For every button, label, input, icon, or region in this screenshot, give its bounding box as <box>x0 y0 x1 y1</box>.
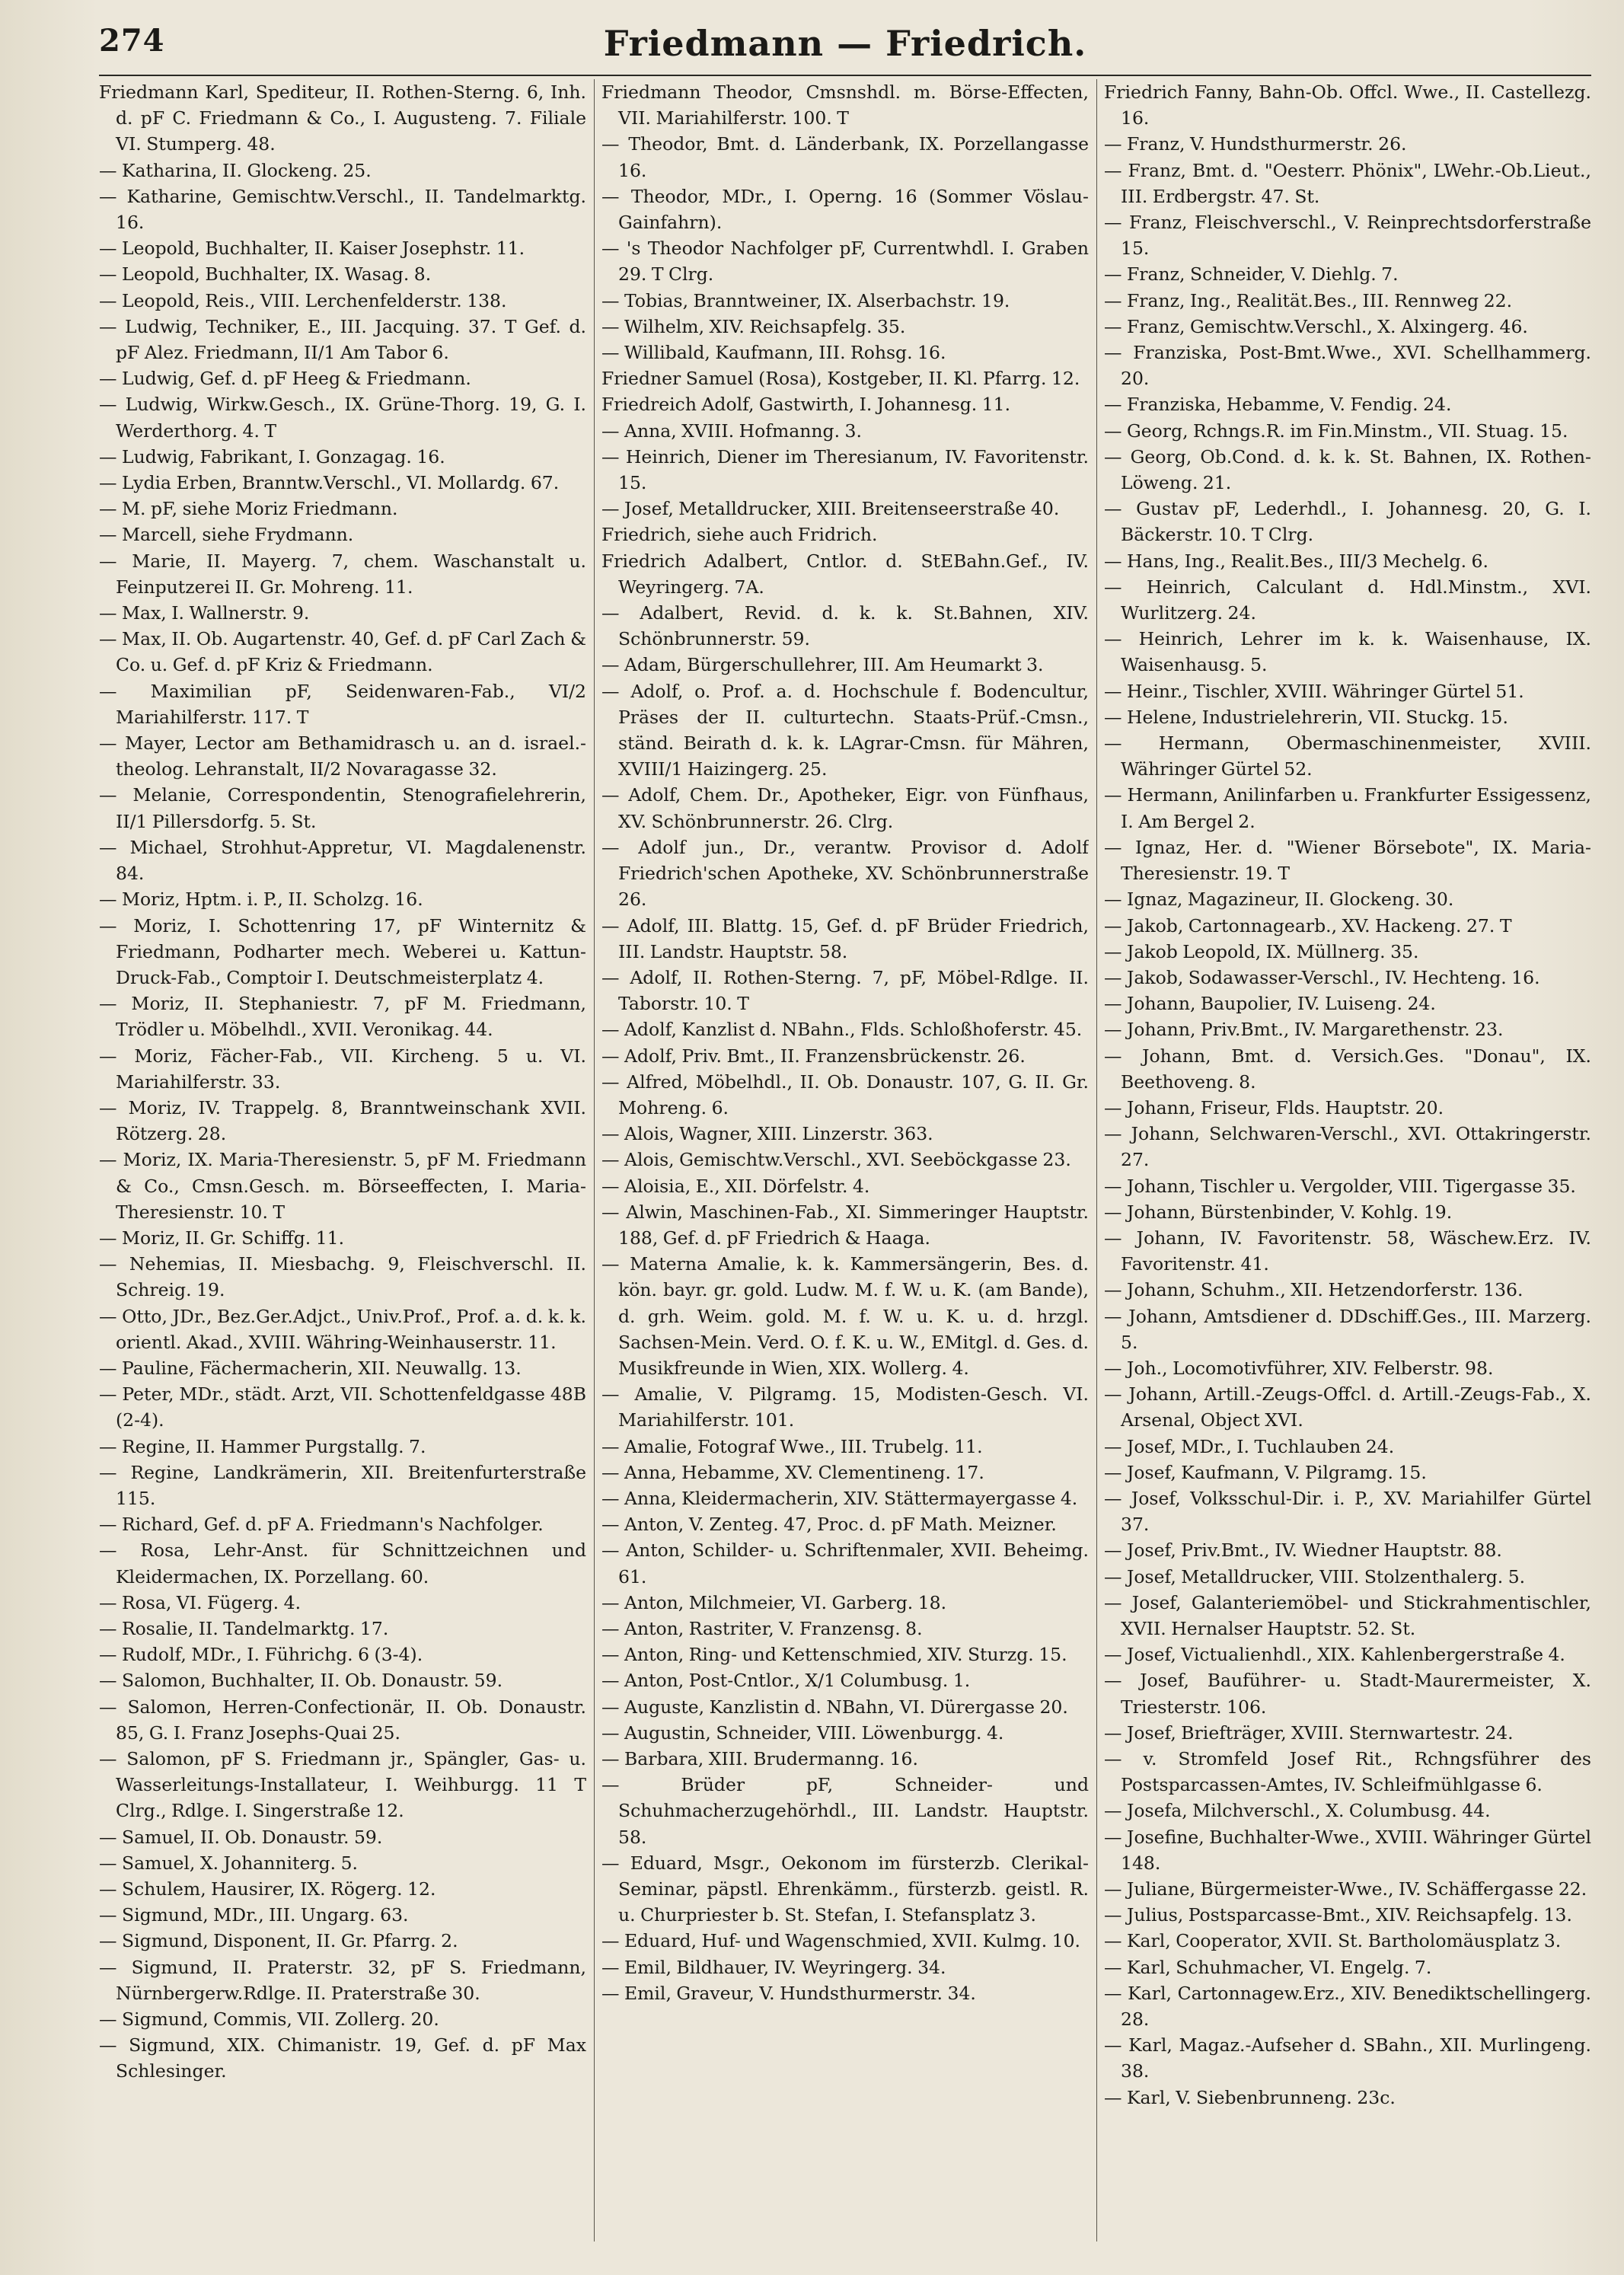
directory-entry: — Katharina, II. Glockeng. 25. <box>99 159 372 181</box>
directory-entry: — Johann, Amtsdiener d. DDschiff.Ges., III. Marzerg. 5. <box>1104 1305 1591 1353</box>
directory-entry: — Franz, Fleischverschl., V. Reinprechtsdorferstraße 15. <box>1104 212 1591 260</box>
directory-entry: — Marcell, siehe Frydmann. <box>99 524 354 546</box>
directory-entry: — Karl, Cooperator, XVII. St. Bartholomäusplatz 3. <box>1104 1930 1562 1952</box>
directory-entry: — Anna, XVIII. Hofmanng. 3. <box>601 420 862 442</box>
directory-entry: — Ignaz, Her. d. "Wiener Börsebote", IX. Maria-Theresienstr. 19. T <box>1104 836 1591 885</box>
directory-entry: — Georg, Ob.Cond. d. k. k. St. Bahnen, IX. Rothen-Löweng. 21. <box>1104 445 1591 494</box>
directory-entry: — Regine, Landkrämerin, XII. Breitenfurterstraße 115. <box>99 1461 586 1509</box>
directory-entry: — Sigmund, XIX. Chimanistr. 19, Gef. d. pF Max Schlesinger. <box>99 2034 586 2082</box>
directory-entry: — Amalie, V. Pilgramg. 15, Modisten-Gesch. VI. Mariahilferstr. 101. <box>601 1383 1089 1431</box>
directory-entry: — Moriz, Hptm. i. P., II. Scholzg. 16. <box>99 889 423 911</box>
directory-entry: — Josef, Kaufmann, V. Pilgramg. 15. <box>1104 1461 1427 1483</box>
directory-entry: Friedrich, siehe auch Fridrich. <box>601 524 878 546</box>
directory-entry: — Josefine, Buchhalter-Wwe., XVIII. Währinger Gürtel 148. <box>1104 1826 1591 1874</box>
directory-entry: — Adolf, Kanzlist d. NBahn., Flds. Schloßhoferstr. 45. <box>601 1019 1083 1041</box>
directory-entry: — Willibald, Kaufmann, III. Rohsg. 16. <box>601 342 946 364</box>
directory-entry: Friedner Samuel (Rosa), Kostgeber, II. Kl. Pfarrg. 12. <box>601 368 1080 390</box>
directory-entry: — Josef, Briefträger, XVIII. Sternwartestr. 24. <box>1104 1721 1514 1744</box>
directory-entry: — Moriz, IV. Trappelg. 8, Branntweinschank XVII. Rötzerg. 28. <box>99 1096 586 1145</box>
directory-entry: — Sigmund, Commis, VII. Zollerg. 20. <box>99 2009 439 2031</box>
directory-entry: — Emil, Bildhauer, IV. Weyringerg. 34. <box>601 1956 946 1978</box>
directory-entry: — Joh., Locomotivführer, XIV. Felberstr. 98. <box>1104 1357 1494 1379</box>
directory-entry: — Johann, Bürstenbinder, V. Kohlg. 19. <box>1104 1201 1453 1223</box>
directory-entry: — Adalbert, Revid. d. k. k. St.Bahnen, XIV. Schönbrunnerstr. 59. <box>601 602 1089 650</box>
directory-entry: — Franz, Bmt. d. "Oesterr. Phönix", LWehr.-Ob.Lieut., III. Erdbergstr. 47. St. <box>1104 159 1591 207</box>
directory-entry: — Anton, Rastriter, V. Franzensg. 8. <box>601 1617 923 1639</box>
directory-entry: — Salomon, Herren-Confectionär, II. Ob. Donaustr. 85, G. I. Franz Josephs-Quai 25. <box>99 1696 586 1744</box>
directory-entry: — Regine, II. Hammer Purgstallg. 7. <box>99 1435 426 1457</box>
directory-entry: — Johann, Artill.-Zeugs-Offcl. d. Artill.-Zeugs-Fab., X. Arsenal, Object XVI. <box>1104 1383 1591 1431</box>
directory-entry: — Moriz, II. Gr. Schiffg. 11. <box>99 1227 345 1249</box>
directory-entry: — Lydia Erben, Branntw.Verschl., VI. Mollardg. 67. <box>99 472 560 494</box>
directory-entry: — Theodor, MDr., I. Operng. 16 (Sommer Vöslau-Gainfahrn). <box>601 185 1089 234</box>
directory-entry: — Hermann, Obermaschinenmeister, XVIII. Währinger Gürtel 52. <box>1104 732 1591 780</box>
directory-entry: — Eduard, Huf- und Wagenschmied, XVII. Kulmg. 10. <box>601 1930 1081 1952</box>
directory-entry: — Adolf, III. Blattg. 15, Gef. d. pF Brüder Friedrich, III. Landstr. Hauptstr. 58. <box>601 914 1089 962</box>
directory-entry: — Anna, Hebamme, XV. Clementineng. 17. <box>601 1461 984 1483</box>
directory-entry: — Salomon, pF S. Friedmann jr., Spängler, Gas- u. Wasserleitungs-Installateur, I. Weihburgg. 11 T Clrg., Rdlge. I. Singerstraße 12. <box>99 1748 586 1822</box>
directory-entry: — Samuel, X. Johanniterg. 5. <box>99 1852 359 1874</box>
directory-entry: — Johann, Friseur, Flds. Hauptstr. 20. <box>1104 1096 1444 1118</box>
directory-entry: — Josef, Metalldrucker, VIII. Stolzenthalerg. 5. <box>1104 1565 1526 1587</box>
header-rule <box>99 75 1591 76</box>
directory-entry: — Alois, Gemischtw.Verschl., XVI. Seeböckgasse 23. <box>601 1149 1071 1171</box>
directory-entry: — Salomon, Buchhalter, II. Ob. Donaustr. 59. <box>99 1670 503 1692</box>
directory-entry: — Melanie, Correspondentin, Stenografielehrerin, II/1 Pillersdorfg. 5. St. <box>99 784 586 832</box>
directory-entry: — Johann, Baupolier, IV. Luiseng. 24. <box>1104 993 1436 1015</box>
page-header <box>99 23 1591 65</box>
directory-entry: — Anton, Milchmeier, VI. Garberg. 18. <box>601 1591 947 1613</box>
directory-entry: — Otto, JDr., Bez.Ger.Adjct., Univ.Prof., Prof. a. d. k. k. orientl. Akad., XVIII. Währing-Weinhauserstr. 11. <box>99 1305 586 1353</box>
directory-entry: — Anton, V. Zenteg. 47, Proc. d. pF Math. Meizner. <box>601 1514 1057 1536</box>
directory-entry: — Rudolf, MDr., I. Führichg. 6 (3-4). <box>99 1644 423 1666</box>
directory-entry: — Franz, Ing., Realität.Bes., III. Rennweg 22. <box>1104 289 1513 311</box>
directory-entry: — Maximilian pF, Seidenwaren-Fab., VI/2 Mariahilferstr. 117. T <box>99 680 586 728</box>
directory-entry: — Franz, Schneider, V. Diehlg. 7. <box>1104 263 1399 286</box>
directory-entry: — Josef, MDr., I. Tuchlauben 24. <box>1104 1435 1395 1457</box>
page-number: 274 <box>99 23 165 59</box>
column-2 <box>601 79 1089 2241</box>
directory-entry: — Tobias, Branntweiner, IX. Alserbachstr. 19. <box>601 289 1010 311</box>
directory-entry: — Franziska, Post-Bmt.Wwe., XVI. Schellhammerg. 20. <box>1104 342 1591 390</box>
directory-entry: — Nehemias, II. Miesbachg. 9, Fleischverschl. II. Schreig. 19. <box>99 1253 586 1301</box>
directory-entry: — Ignaz, Magazineur, II. Glockeng. 30. <box>1104 889 1454 911</box>
directory-entry: — Auguste, Kanzlistin d. NBahn, VI. Dürergasse 20. <box>601 1696 1068 1718</box>
directory-entry: — Franz, Gemischtw.Verschl., X. Alxingerg. 46. <box>1104 315 1528 337</box>
directory-entry: — Rosa, VI. Fügerg. 4. <box>99 1591 302 1613</box>
directory-entry: — Ludwig, Fabrikant, I. Gonzagag. 16. <box>99 445 445 467</box>
directory-entry: — Samuel, II. Ob. Donaustr. 59. <box>99 1826 383 1848</box>
directory-entry: — Jakob Leopold, IX. Müllnerg. 35. <box>1104 940 1419 962</box>
directory-entry: — Franz, V. Hundsthurmerstr. 26. <box>1104 133 1407 155</box>
directory-entry: — Adolf jun., Dr., verantw. Provisor d. Adolf Friedrich'schen Apotheke, XV. Schönbrunnerstraße 26. <box>601 836 1089 911</box>
directory-entry: — Leopold, Buchhalter, IX. Wasag. 8. <box>99 263 432 286</box>
directory-entry: — Karl, Schuhmacher, VI. Engelg. 7. <box>1104 1956 1432 1978</box>
directory-entry: — Adolf, II. Rothen-Sterng. 7, pF, Möbel-Rdlge. II. Taborstr. 10. T <box>601 966 1089 1015</box>
directory-entry: — Franziska, Hebamme, V. Fendig. 24. <box>1104 394 1452 416</box>
directory-entry: — Leopold, Buchhalter, II. Kaiser Josephstr. 11. <box>99 238 525 260</box>
directory-entry: — Julius, Postsparcasse-Bmt., XIV. Reichsapfelg. 13. <box>1104 1904 1572 1926</box>
directory-entry: — Anton, Post-Cntlor., X/1 Columbusg. 1. <box>601 1670 971 1692</box>
directory-entry: Friedmann Theodor, Cmsnshdl. m. Börse-Effecten, VII. Mariahilferstr. 100. T <box>601 81 1089 129</box>
directory-entry: — Sigmund, MDr., III. Ungarg. 63. <box>99 1904 409 1926</box>
directory-entry: — Johann, Bmt. d. Versich.Ges. "Donau", IX. Beethoveng. 8. <box>1104 1045 1591 1093</box>
directory-entry: — Alwin, Maschinen-Fab., XI. Simmeringer Hauptstr. 188, Gef. d. pF Friedrich & Haaga. <box>601 1201 1089 1249</box>
directory-entry: — Josef, Galanteriemöbel- und Stickrahmentischler, XVII. Hernalser Hauptstr. 52. St. <box>1104 1591 1591 1639</box>
directory-entry: — Johann, Priv.Bmt., IV. Margarethenstr. 23. <box>1104 1019 1504 1041</box>
directory-entry: — Rosa, Lehr-Anst. für Schnittzeichnen und Kleidermachen, IX. Porzellang. 60. <box>99 1540 586 1587</box>
directory-entry: — Ludwig, Gef. d. pF Heeg & Friedmann. <box>99 368 471 390</box>
directory-entry: — Schulem, Hausirer, IX. Rögerg. 12. <box>99 1878 436 1900</box>
directory-entry: Friedmann Karl, Spediteur, II. Rothen-Sterng. 6, Inh. d. pF C. Friedmann & Co., I. Augusteng. 7. Filiale VI. Stumperg. 48. <box>99 81 586 155</box>
directory-entry: — Aloisia, E., XII. Dörfelstr. 4. <box>601 1175 870 1197</box>
directory-entry: — Karl, V. Siebenbrunneng. 23c. <box>1104 2086 1396 2108</box>
directory-entry: — Amalie, Fotograf Wwe., III. Trubelg. 11. <box>601 1435 983 1457</box>
directory-entry: — Moriz, IX. Maria-Theresienstr. 5, pF M. Friedmann & Co., Cmsn.Gesch. m. Börseeffecten, I. Maria-Theresienstr. 10. T <box>99 1149 586 1223</box>
directory-entry: — Adolf, Priv. Bmt., II. Franzensbrückenstr. 26. <box>601 1045 1026 1067</box>
directory-entry: — Alfred, Möbelhdl., II. Ob. Donaustr. 107, G. II. Gr. Mohreng. 6. <box>601 1070 1089 1118</box>
directory-entry: — Josef, Victualienhdl., XIX. Kahlenbergerstraße 4. <box>1104 1644 1565 1666</box>
directory-entry: — Katharine, Gemischtw.Verschl., II. Tandelmarktg. 16. <box>99 185 586 234</box>
directory-entry: — Heinrich, Diener im Theresianum, IV. Favoritenstr. 15. <box>601 445 1089 494</box>
directory-entry: — Karl, Cartonnagew.Erz., XIV. Benediktschellingerg. 28. <box>1104 1982 1591 2031</box>
directory-entry: Friedrich Fanny, Bahn-Ob. Offcl. Wwe., II. Castellezg. 16. <box>1104 81 1591 129</box>
directory-entry: — Heinr., Tischler, XVIII. Währinger Gürtel 51. <box>1104 680 1524 702</box>
directory-entry: — Johann, Tischler u. Vergolder, VIII. Tigergasse 35. <box>1104 1175 1576 1197</box>
directory-entry: — Karl, Magaz.-Aufseher d. SBahn., XII. Murlingeng. 38. <box>1104 2034 1591 2082</box>
directory-entry: — Josef, Volksschul-Dir. i. P., XV. Mariahilfer Gürtel 37. <box>1104 1487 1591 1536</box>
directory-entry: — Moriz, I. Schottenring 17, pF Winternitz & Friedmann, Podharter mech. Weberei u. Kattun-Druck-Fab., Comptoir I. Deutschmeisterplatz 4. <box>99 914 586 988</box>
directory-entry: — 's Theodor Nachfolger pF, Currentwhdl. I. Graben 29. T Clrg. <box>601 238 1089 286</box>
directory-entry: — M. pF, siehe Moriz Friedmann. <box>99 498 398 520</box>
directory-entry: — Jakob, Sodawasser-Verschl., IV. Hechteng. 16. <box>1104 966 1540 988</box>
directory-entry: — v. Stromfeld Josef Rit., Rchngsführer des Postsparcassen-Amtes, IV. Schleifmühlgasse 6. <box>1104 1748 1591 1796</box>
directory-entry: — Hans, Ing., Realit.Bes., III/3 Mechelg. 6. <box>1104 550 1488 572</box>
directory-columns <box>99 79 1591 2241</box>
directory-entry: — Juliane, Bürgermeister-Wwe., IV. Schäffergasse 22. <box>1104 1878 1587 1900</box>
directory-entry: — Josef, Bauführer- u. Stadt-Maurermeister, X. Triesterstr. 106. <box>1104 1670 1591 1718</box>
directory-entry: — Sigmund, Disponent, II. Gr. Pfarrg. 2. <box>99 1930 458 1952</box>
directory-entry: — Moriz, Fächer-Fab., VII. Kircheng. 5 u. VI. Mariahilferstr. 33. <box>99 1045 586 1093</box>
directory-entry: — Pauline, Fächermacherin, XII. Neuwallg. 13. <box>99 1357 522 1379</box>
directory-entry: — Heinrich, Lehrer im k. k. Waisenhause, IX. Waisenhausg. 5. <box>1104 628 1591 676</box>
directory-entry: — Josef, Priv.Bmt., IV. Wiedner Hauptstr. 88. <box>1104 1540 1502 1562</box>
directory-entry: — Max, II. Ob. Augartenstr. 40, Gef. d. pF Carl Zach & Co. u. Gef. d. pF Kriz & Friedmann. <box>99 628 586 676</box>
column-1 <box>99 79 586 2241</box>
directory-entry: — Josefa, Milchverschl., X. Columbusg. 44. <box>1104 1800 1491 1822</box>
directory-entry: — Josef, Metalldrucker, XIII. Breitenseerstraße 40. <box>601 498 1060 520</box>
directory-entry: — Brüder pF, Schneider- und Schuhmacherzugehörhdl., III. Landstr. Hauptstr. 58. <box>601 1774 1089 1848</box>
directory-entry: — Eduard, Msgr., Oekonom im fürsterzb. Clerikal-Seminar, päpstl. Ehrenkämm., fürsterzb. geistl. R. u. Churpriester b. St. Stefan, I. Stefansplatz 3. <box>601 1852 1089 1926</box>
directory-entry: — Sigmund, II. Praterstr. 32, pF S. Friedmann, Nürnbergerw.Rdlge. II. Praterstraße 30. <box>99 1956 586 2004</box>
directory-entry: — Wilhelm, XIV. Reichsapfelg. 35. <box>601 315 906 337</box>
column-3 <box>1104 79 1591 2241</box>
directory-entry: — Leopold, Reis., VIII. Lerchenfelderstr. 138. <box>99 289 507 311</box>
directory-entry: — Ludwig, Techniker, E., III. Jacquing. 37. T Gef. d. pF Alez. Friedmann, II/1 Am Tabor 6. <box>99 315 586 364</box>
directory-entry: — Jakob, Cartonnagearb., XV. Hackeng. 27. T <box>1104 914 1512 936</box>
directory-entry: — Johann, IV. Favoritenstr. 58, Wäschew.Erz. IV. Favoritenstr. 41. <box>1104 1227 1591 1275</box>
running-head: Friedmann — Friedrich. <box>603 23 1087 64</box>
directory-entry: — Barbara, XIII. Brudermanng. 16. <box>601 1748 918 1769</box>
directory-entry: — Richard, Gef. d. pF A. Friedmann's Nachfolger. <box>99 1514 544 1536</box>
directory-entry: — Anna, Kleidermacherin, XIV. Stättermayergasse 4. <box>601 1487 1078 1509</box>
directory-entry: Friedrich Adalbert, Cntlor. d. StEBahn.Gef., IV. Weyringerg. 7A. <box>601 550 1089 598</box>
directory-entry: — Hermann, Anilinfarben u. Frankfurter Essigessenz, I. Am Bergel 2. <box>1104 784 1591 832</box>
directory-entry: — Anton, Ring- und Kettenschmied, XIV. Sturzg. 15. <box>601 1644 1067 1666</box>
directory-entry: — Mayer, Lector am Bethamidrasch u. an d. israel.-theolog. Lehranstalt, II/2 Novaragasse 32. <box>99 732 586 780</box>
directory-entry: — Rosalie, II. Tandelmarktg. 17. <box>99 1617 389 1639</box>
directory-entry: — Marie, II. Mayerg. 7, chem. Waschanstalt u. Feinputzerei II. Gr. Mohreng. 11. <box>99 550 586 598</box>
directory-entry: — Adolf, o. Prof. a. d. Hochschule f. Bodencultur, Präses der II. culturtechn. Staats-Prüf.-Cmsn., ständ. Beirath d. k. k. LAgrar-Cmsn. für Mähren, XVIII/1 Haizingerg. 25. <box>601 680 1089 780</box>
directory-entry: — Peter, MDr., städt. Arzt, VII. Schottenfeldgasse 48B (2-4). <box>99 1383 586 1431</box>
directory-entry: — Max, I. Wallnerstr. 9. <box>99 602 310 624</box>
directory-entry: — Helene, Industrielehrerin, VII. Stuckg. 15. <box>1104 706 1508 728</box>
directory-entry: — Johann, Schuhm., XII. Hetzendorferstr. 136. <box>1104 1279 1523 1301</box>
directory-entry: — Adam, Bürgerschullehrer, III. Am Heumarkt 3. <box>601 654 1044 676</box>
directory-entry: — Adolf, Chem. Dr., Apotheker, Eigr. von Fünfhaus, XV. Schönbrunnerstr. 26. Clrg. <box>601 784 1089 832</box>
directory-entry: — Materna Amalie, k. k. Kammersängerin, Bes. d. kön. bayr. gr. gold. Ludw. M. f. W. u. K. (am Bande), d. grh. Weim. gold. M. f. W. u. K. u. d. hrzgl. Sachsen-Mein. Verd. O. f. K. u. W., EMitgl. d. Ges. d. Musikfreunde in Wien, XIX. Wollerg. 4. <box>601 1253 1089 1379</box>
directory-entry: — Georg, Rchngs.R. im Fin.Minstm., VII. Stuag. 15. <box>1104 420 1568 442</box>
directory-entry: — Alois, Wagner, XIII. Linzerstr. 363. <box>601 1123 933 1145</box>
directory-entry: — Ludwig, Wirkw.Gesch., IX. Grüne-Thorg. 19, G. I. Werderthorg. 4. T <box>99 394 586 442</box>
directory-entry: — Johann, Selchwaren-Verschl., XVI. Ottakringerstr. 27. <box>1104 1123 1591 1171</box>
directory-entry: — Gustav pF, Lederhdl., I. Johannesg. 20, G. I. Bäckerstr. 10. T Clrg. <box>1104 498 1591 546</box>
directory-entry: — Michael, Strohhut-Appretur, VI. Magdalenenstr. 84. <box>99 836 586 885</box>
directory-entry: — Augustin, Schneider, VIII. Löwenburgg. 4. <box>601 1721 1004 1744</box>
directory-entry: — Theodor, Bmt. d. Länderbank, IX. Porzellangasse 16. <box>601 133 1089 181</box>
directory-entry: — Emil, Graveur, V. Hundsthurmerstr. 34. <box>601 1982 976 2004</box>
directory-entry: — Anton, Schilder- u. Schriftenmaler, XVII. Beheimg. 61. <box>601 1540 1089 1587</box>
directory-entry: — Heinrich, Calculant d. Hdl.Minstm., XVI. Wurlitzerg. 24. <box>1104 576 1591 624</box>
directory-entry: Friedreich Adolf, Gastwirth, I. Johannesg. 11. <box>601 394 1011 416</box>
directory-entry: — Moriz, II. Stephaniestr. 7, pF M. Friedmann, Trödler u. Möbelhdl., XVII. Veronikag. 44. <box>99 993 586 1041</box>
